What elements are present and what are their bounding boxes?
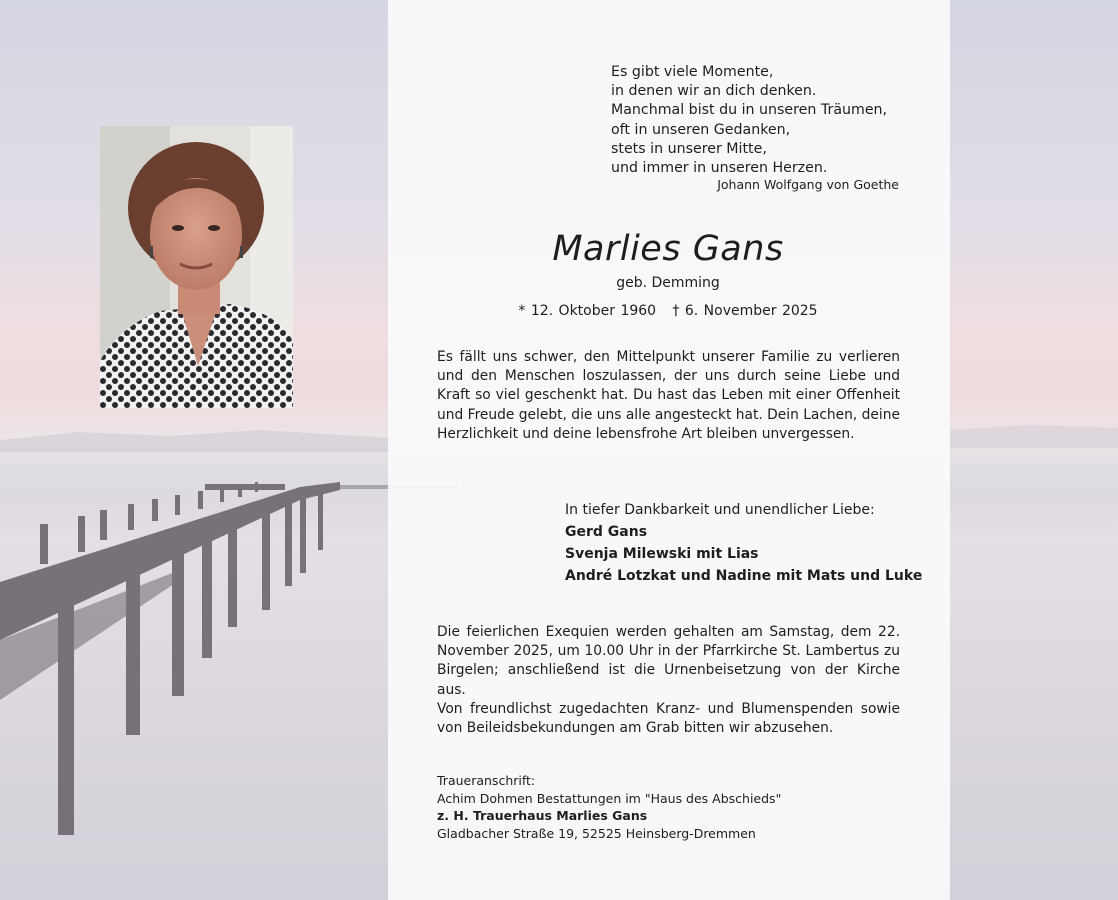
mourner-name: Svenja Milewski mit Lias — [565, 546, 759, 562]
address-line: Achim Dohmen Bestattungen im "Haus des Abschieds" — [437, 790, 782, 806]
mourner-name: Gerd Gans — [565, 524, 648, 540]
deceased-name: Marlies Gans — [552, 229, 784, 269]
poem — [611, 63, 911, 178]
mourning-address — [437, 772, 900, 842]
address-line: z. H. Trauerhaus Marlies Gans — [437, 808, 648, 823]
poem-line: Manchmal bist du in unseren Träumen, — [611, 102, 888, 119]
address-label: Traueranschrift: — [437, 773, 536, 788]
tribute-paragraph: Es fällt uns schwer, den Mittelpunkt unserer Familie zu verlieren und den Menschen loszulassen, der uns durch seine Liebe und Kraft so viel geschenkt hat. Du hast das Leben mit einer Offenheit und Freude gelebt, die uns alle angesteckt hat. Dein Lachen, deine Herzlichkeit und deine lebensfrohe Art bleiben unvergessen. — [437, 349, 900, 442]
address-line: Gladbacher Straße 19, 52525 Heinsberg-Dremmen — [437, 825, 756, 841]
mourners-intro: In tiefer Dankbarkeit und unendlicher Liebe: — [565, 502, 875, 518]
poem-line: Es gibt viele Momente, — [611, 64, 774, 80]
poem-line: in denen wir an dich denken. — [611, 83, 817, 100]
maiden-name: geb. Demming — [616, 275, 720, 291]
poem-line: oft in unseren Gedanken, — [611, 121, 791, 138]
poem-line: stets in unserer Mitte, — [611, 140, 767, 157]
mourners-block — [565, 499, 923, 587]
flowers-paragraph: Von freundlichst zugedachten Kranz- und Blumenspenden sowie von Beileidsbekundungen am Grab bitten wir abzusehen. — [437, 701, 900, 737]
service-paragraph: Die feierlichen Exequien werden gehalten am Samstag, dem 22. November 2025, um 10.00 Uhr in der Pfarrkirche St. Lambertus zu Birgelen; anschließend ist die Urnenbeisetzung von der Kirche aus. — [437, 624, 900, 698]
life-dates: * 12. Oktober 1960 † 6. November 2025 — [518, 303, 818, 319]
poem-line: und immer in unseren Herzen. — [611, 160, 828, 177]
poem-author: Johann Wolfgang von Goethe — [717, 177, 899, 192]
mourner-name: André Lotzkat und Nadine mit Mats und Luke — [565, 568, 923, 584]
portrait-photo — [100, 126, 293, 408]
